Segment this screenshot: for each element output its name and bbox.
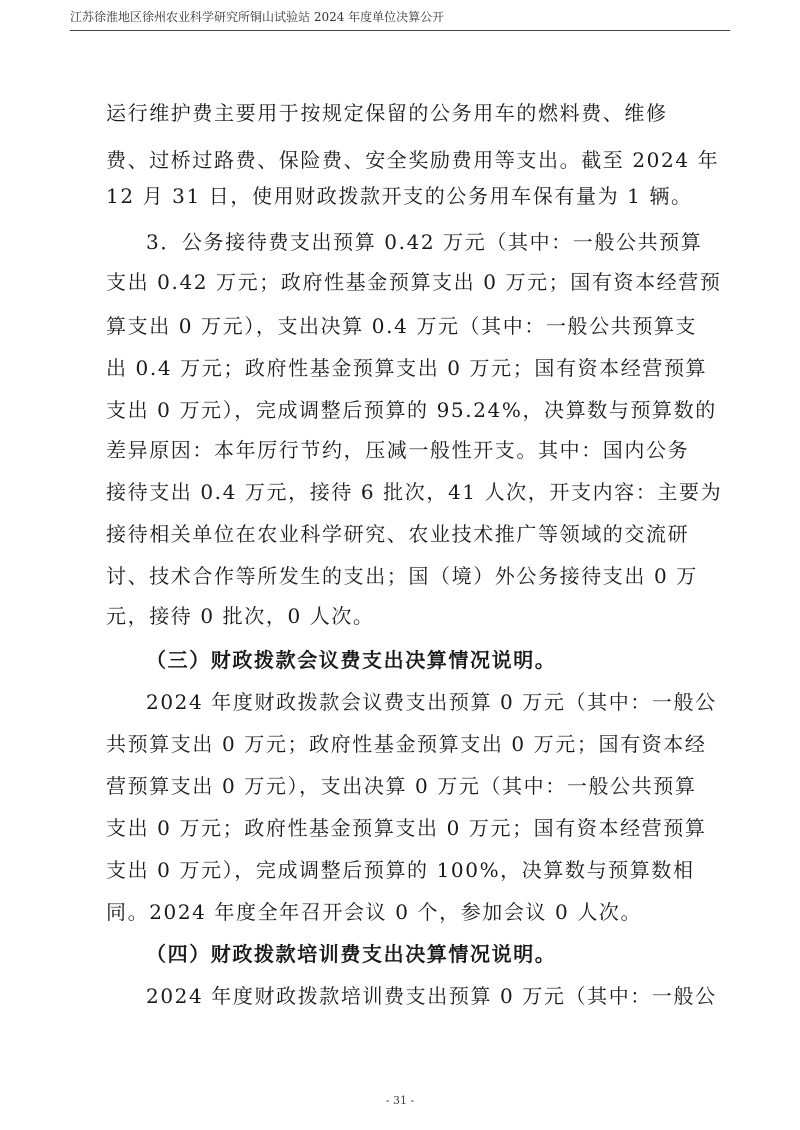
body-line: 2024 年度财政拨款会议费支出预算 0 万元（其中：一般公 xyxy=(146,690,717,714)
section-heading: （三）财政拨款会议费支出决算情况说明。 xyxy=(146,648,557,672)
body-line: 12 月 31 日，使用财政拨款开支的公务用车保有量为 1 辆。 xyxy=(106,184,693,208)
body-line: 元，接待 0 批次，0 人次。 xyxy=(106,604,375,628)
body-line: 营预算支出 0 万元），支出决算 0 万元（其中：一般公共预算 xyxy=(106,774,697,798)
section-heading: （四）财政拨款培训费支出决算情况说明。 xyxy=(146,942,557,966)
body-line: 3．公务接待费支出预算 0.42 万元（其中：一般公共预算 xyxy=(146,230,703,254)
body-line: 出 0.4 万元；政府性基金预算支出 0 万元；国有资本经营预算 xyxy=(106,356,708,380)
body-line: 运行维护费主要用于按规定保留的公务用车的燃料费、维修 xyxy=(106,101,668,125)
body-line: 同。2024 年度全年召开会议 0 个，参加会议 0 人次。 xyxy=(106,900,643,924)
body-line: 接待相关单位在农业科学研究、农业技术推广等领域的交流研 xyxy=(106,522,690,546)
body-line: 接待支出 0.4 万元，接待 6 批次，41 人次，开支内容：主要为 xyxy=(106,480,723,504)
page-number: - 31 - xyxy=(385,1094,415,1107)
body-line: 共预算支出 0 万元；政府性基金预算支出 0 万元；国有资本经 xyxy=(106,732,707,756)
body-line: 支出 0 万元），完成调整后预算的 100%，决算数与预算数相 xyxy=(106,858,695,882)
body-line: 支出 0 万元；政府性基金预算支出 0 万元；国有资本经营预算 xyxy=(106,816,707,840)
body-line: 讨、技术合作等所发生的支出；国（境）外公务接待支出 0 万 xyxy=(106,564,698,588)
body-line: 差异原因：本年厉行节约，压减一般性开支。其中：国内公务 xyxy=(106,438,690,462)
body-line: 支出 0 万元），完成调整后预算的 95.24%，决算数与预算数的 xyxy=(106,398,717,422)
body-line: 算支出 0 万元），支出决算 0.4 万元（其中：一般公共预算支 xyxy=(106,314,698,338)
document-header: 江苏徐淮地区徐州农业科学研究所铜山试验站 2024 年度单位决算公开 xyxy=(70,8,730,31)
body-line: 费、过桥过路费、保险费、安全奖励费用等支出。截至 2024 年 xyxy=(106,148,720,172)
body-line: 2024 年度财政拨款培训费支出预算 0 万元（其中：一般公 xyxy=(146,984,717,1008)
body-line: 支出 0.42 万元；政府性基金预算支出 0 万元；国有资本经营预 xyxy=(106,270,722,294)
